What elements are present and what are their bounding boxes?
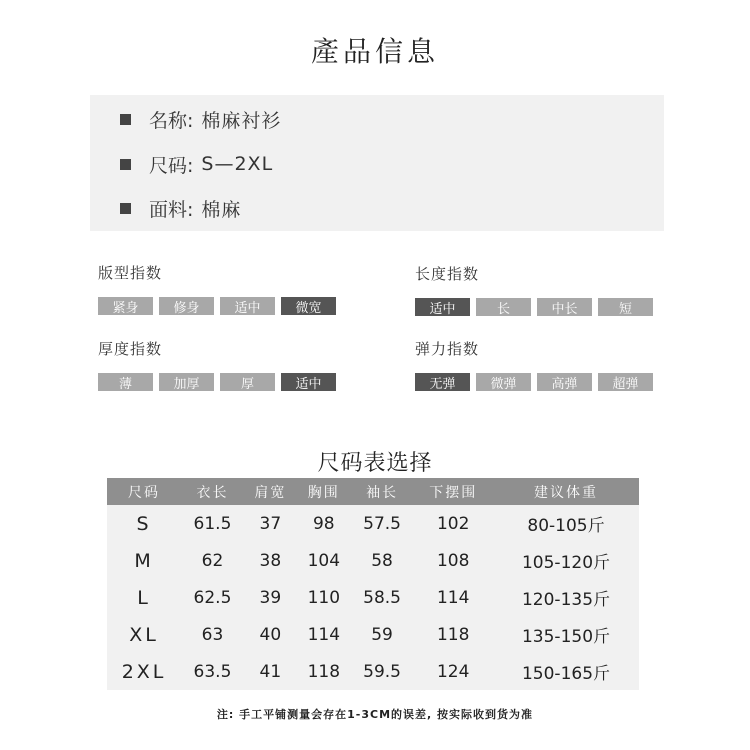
elasticity-index [415,338,659,391]
page-title: 產品信息 [310,35,439,68]
measurement-note: 注: 手工平铺测量会存在1-3CM的误差, 按实际收到货为准 [216,708,534,721]
size-label: 尺码: [149,154,194,177]
fabric-label: 面料: [149,198,194,221]
measurement-cell: 59 [371,624,393,645]
size-chart-header-cell: 胸围 [297,478,351,505]
measurement-cell: 38 [259,550,282,571]
measurement-cell: 135-150斤 [521,627,611,647]
table-row [107,542,639,579]
measurement-cell: 108 [436,550,470,571]
name-value: 棉麻衬衫 [201,109,282,132]
info-row-size [120,149,273,179]
size-chart-header-cell: 尺码 [107,478,181,505]
measurement-cell: 114 [307,624,341,645]
info-row-fabric [120,193,241,223]
bullet-square-icon [120,159,131,170]
measurement-cell: 98 [312,513,335,534]
elasticity-index-chips [415,373,659,391]
fit-index [98,262,342,315]
length-option-chip: 短 [598,298,653,316]
size-chart-header-cell: 衣长 [181,478,244,505]
name-label: 名称: [149,109,194,132]
measurement-cell: 118 [436,624,470,645]
measurement-cell: 62 [201,550,224,571]
product-info-panel [90,95,664,231]
length-index-title: 长度指数 [415,265,480,283]
thickness-option-chip: 厚 [220,373,275,391]
size-cell: XL [129,623,159,646]
size-chart-header-cell: 袖长 [351,478,414,505]
bullet-square-icon [120,114,131,125]
bullet-square-icon [120,203,131,214]
size-chart-header-row [107,478,639,505]
size-cell: 2XL [121,660,167,683]
thickness-index-chips [98,373,342,391]
measurement-cell: 62.5 [193,587,232,608]
fit-option-chip: 适中 [220,297,275,315]
measurement-cell: 110 [307,587,341,608]
measurement-cell: 104 [307,550,341,571]
table-row [107,653,639,690]
size-chart-title: 尺码表选择 [317,451,433,476]
fabric-value: 棉麻 [201,198,242,221]
measurement-cell: 63.5 [193,661,232,682]
fit-option-chip: 修身 [159,297,214,315]
size-chart-header-cell: 建议体重 [493,478,639,505]
elasticity-index-title: 弹力指数 [415,340,480,358]
length-option-chip: 长 [476,298,531,316]
size-cell: M [134,549,154,572]
measurement-cell: 58.5 [363,587,401,608]
length-index-chips [415,298,659,316]
measurement-cell: 41 [259,661,282,682]
thickness-index [98,338,342,391]
table-row [107,616,639,653]
length-option-chip: 中长 [537,298,592,316]
fit-index-title: 版型指数 [98,264,163,282]
measurement-cell: 105-120斤 [521,553,611,573]
measurement-cell: 39 [259,587,282,608]
measurement-cell: 40 [259,624,282,645]
size-chart-header-cell: 肩宽 [244,478,297,505]
size-value: S—2XL [201,153,274,175]
thickness-option-chip: 薄 [98,373,153,391]
measurement-cell: 61.5 [193,513,232,534]
table-row [107,579,639,616]
measurement-cell: 124 [436,661,470,682]
fit-option-chip: 紧身 [98,297,153,315]
measurement-cell: 118 [307,661,341,682]
length-option-chip: 适中 [415,298,470,316]
elasticity-option-chip: 微弹 [476,373,531,391]
size-chart-body [107,505,639,690]
elasticity-option-chip: 超弹 [598,373,653,391]
fit-index-chips [98,297,342,315]
measurement-cell: 37 [259,513,282,534]
measurement-cell: 150-165斤 [521,664,611,684]
thickness-option-chip: 加厚 [159,373,214,391]
measurement-cell: 63 [201,624,224,645]
size-chart-header-cell: 下摆围 [413,478,493,505]
size-chart-table [107,478,639,690]
elasticity-option-chip: 高弹 [537,373,592,391]
info-row-name [120,104,281,134]
measurement-cell: 57.5 [363,513,401,534]
length-index [415,263,659,316]
elasticity-option-chip: 无弹 [415,373,470,391]
thickness-index-title: 厚度指数 [98,340,163,358]
measurement-cell: 114 [436,587,470,608]
measurement-cell: 59.5 [363,661,401,682]
size-cell: L [137,586,151,609]
measurement-cell: 80-105斤 [527,516,605,536]
measurement-cell: 120-135斤 [521,590,611,610]
thickness-option-chip: 适中 [281,373,336,391]
measurement-cell: 102 [436,513,470,534]
table-row [107,505,639,542]
size-cell: S [136,512,152,535]
measurement-cell: 58 [371,550,393,571]
fit-option-chip: 微宽 [281,297,336,315]
